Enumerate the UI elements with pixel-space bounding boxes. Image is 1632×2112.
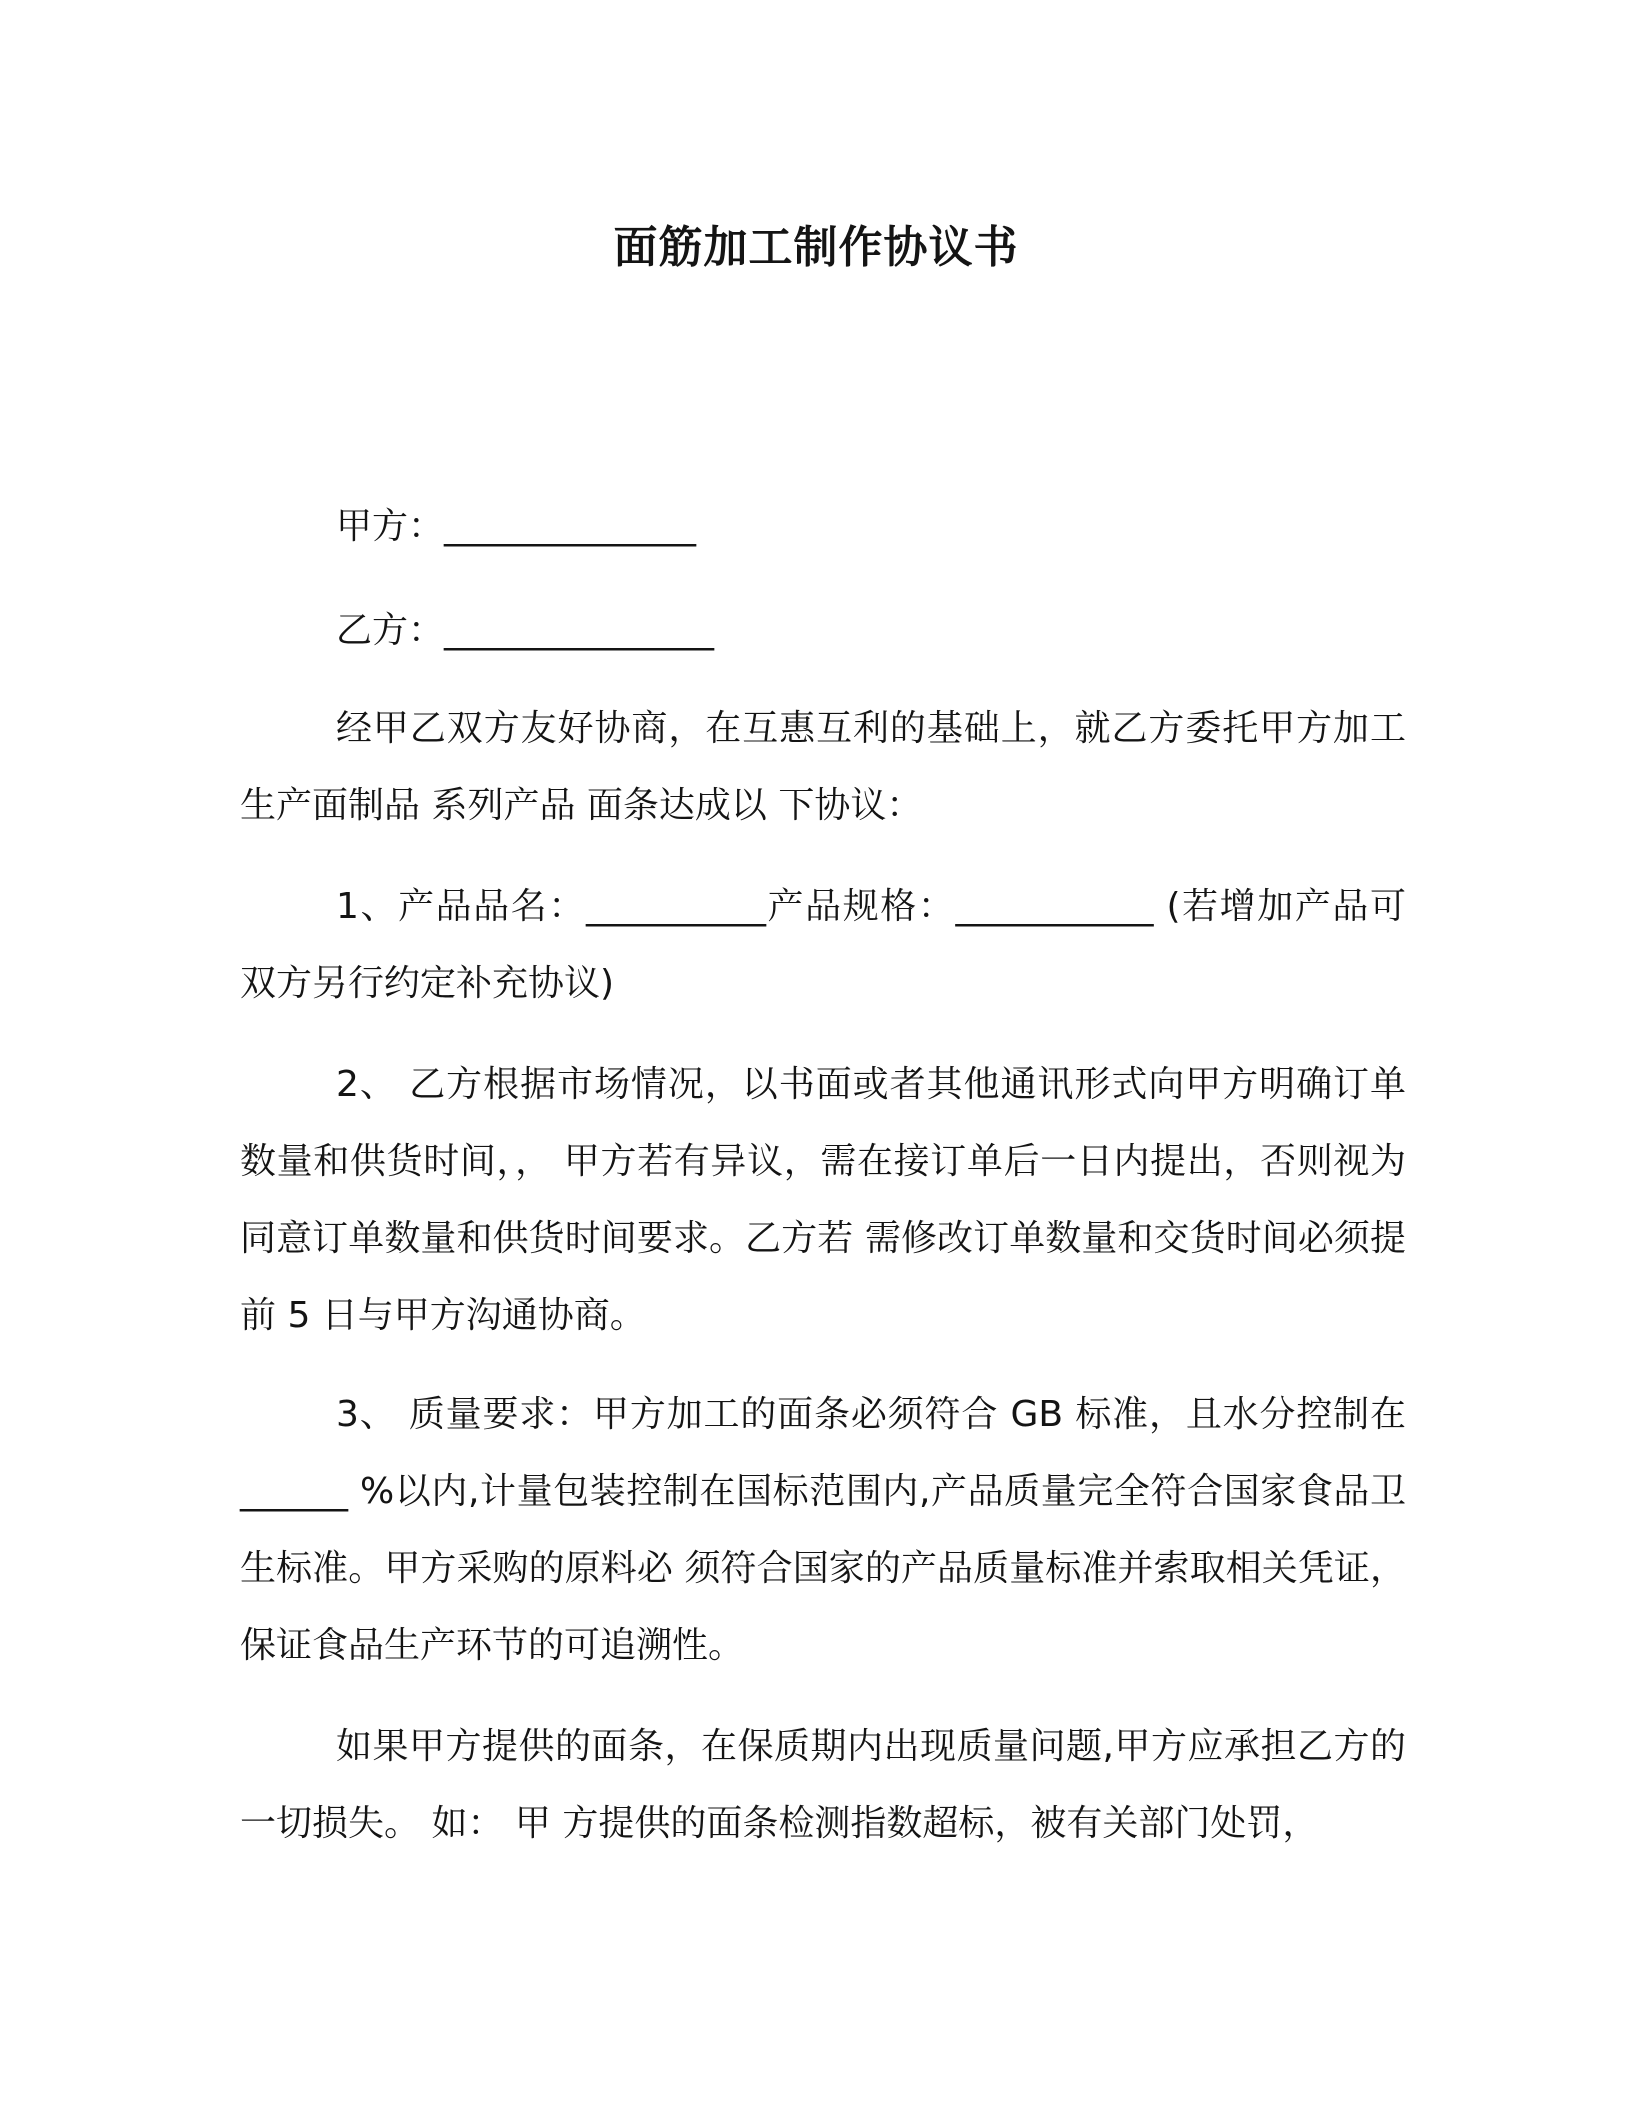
party-b-line: 乙方：_______________	[336, 610, 715, 651]
party-a-line: 甲方：______________	[336, 506, 697, 547]
clause-3-paragraph: 3、 质量要求：甲方加工的面条必须符合 GB 标准，且水分控制在 ______ %以内,计量包装控制在国标范围内,产品质量完全符合国家食品卫生标准。甲方采购的原料必 须符合国家的产品质量标准并索取相关凭证，保证食品生产环节的可追溯性。	[240, 1394, 1406, 1666]
quality-liability-paragraph: 如果甲方提供的面条，在保质期内出现质量问题,甲方应承担乙方的一切损失。 如： 甲 方提供的面条检测指数超标，被有关部门处罚，	[240, 1726, 1406, 1844]
clause-1-paragraph: 1、产品品名：__________产品规格：___________ (若增加产品可双方另行约定补充协议)	[240, 886, 1406, 1004]
document-title: 面筋加工制作协议书	[613, 222, 1019, 273]
intro-paragraph: 经甲乙双方友好协商，在互惠互利的基础上，就乙方委托甲方加工生产面制品 系列产品 面条达成以 下协议：	[240, 708, 1406, 826]
clause-2-paragraph: 2、 乙方根据市场情况，以书面或者其他通讯形式向甲方明确订单数量和供货时间，， 甲方若有异议，需在接订单后一日内提出，否则视为同意订单数量和供货时间要求。乙方若 需修改订单数量和交货时间必须提前 5 日与甲方沟通协商。	[240, 1064, 1406, 1336]
